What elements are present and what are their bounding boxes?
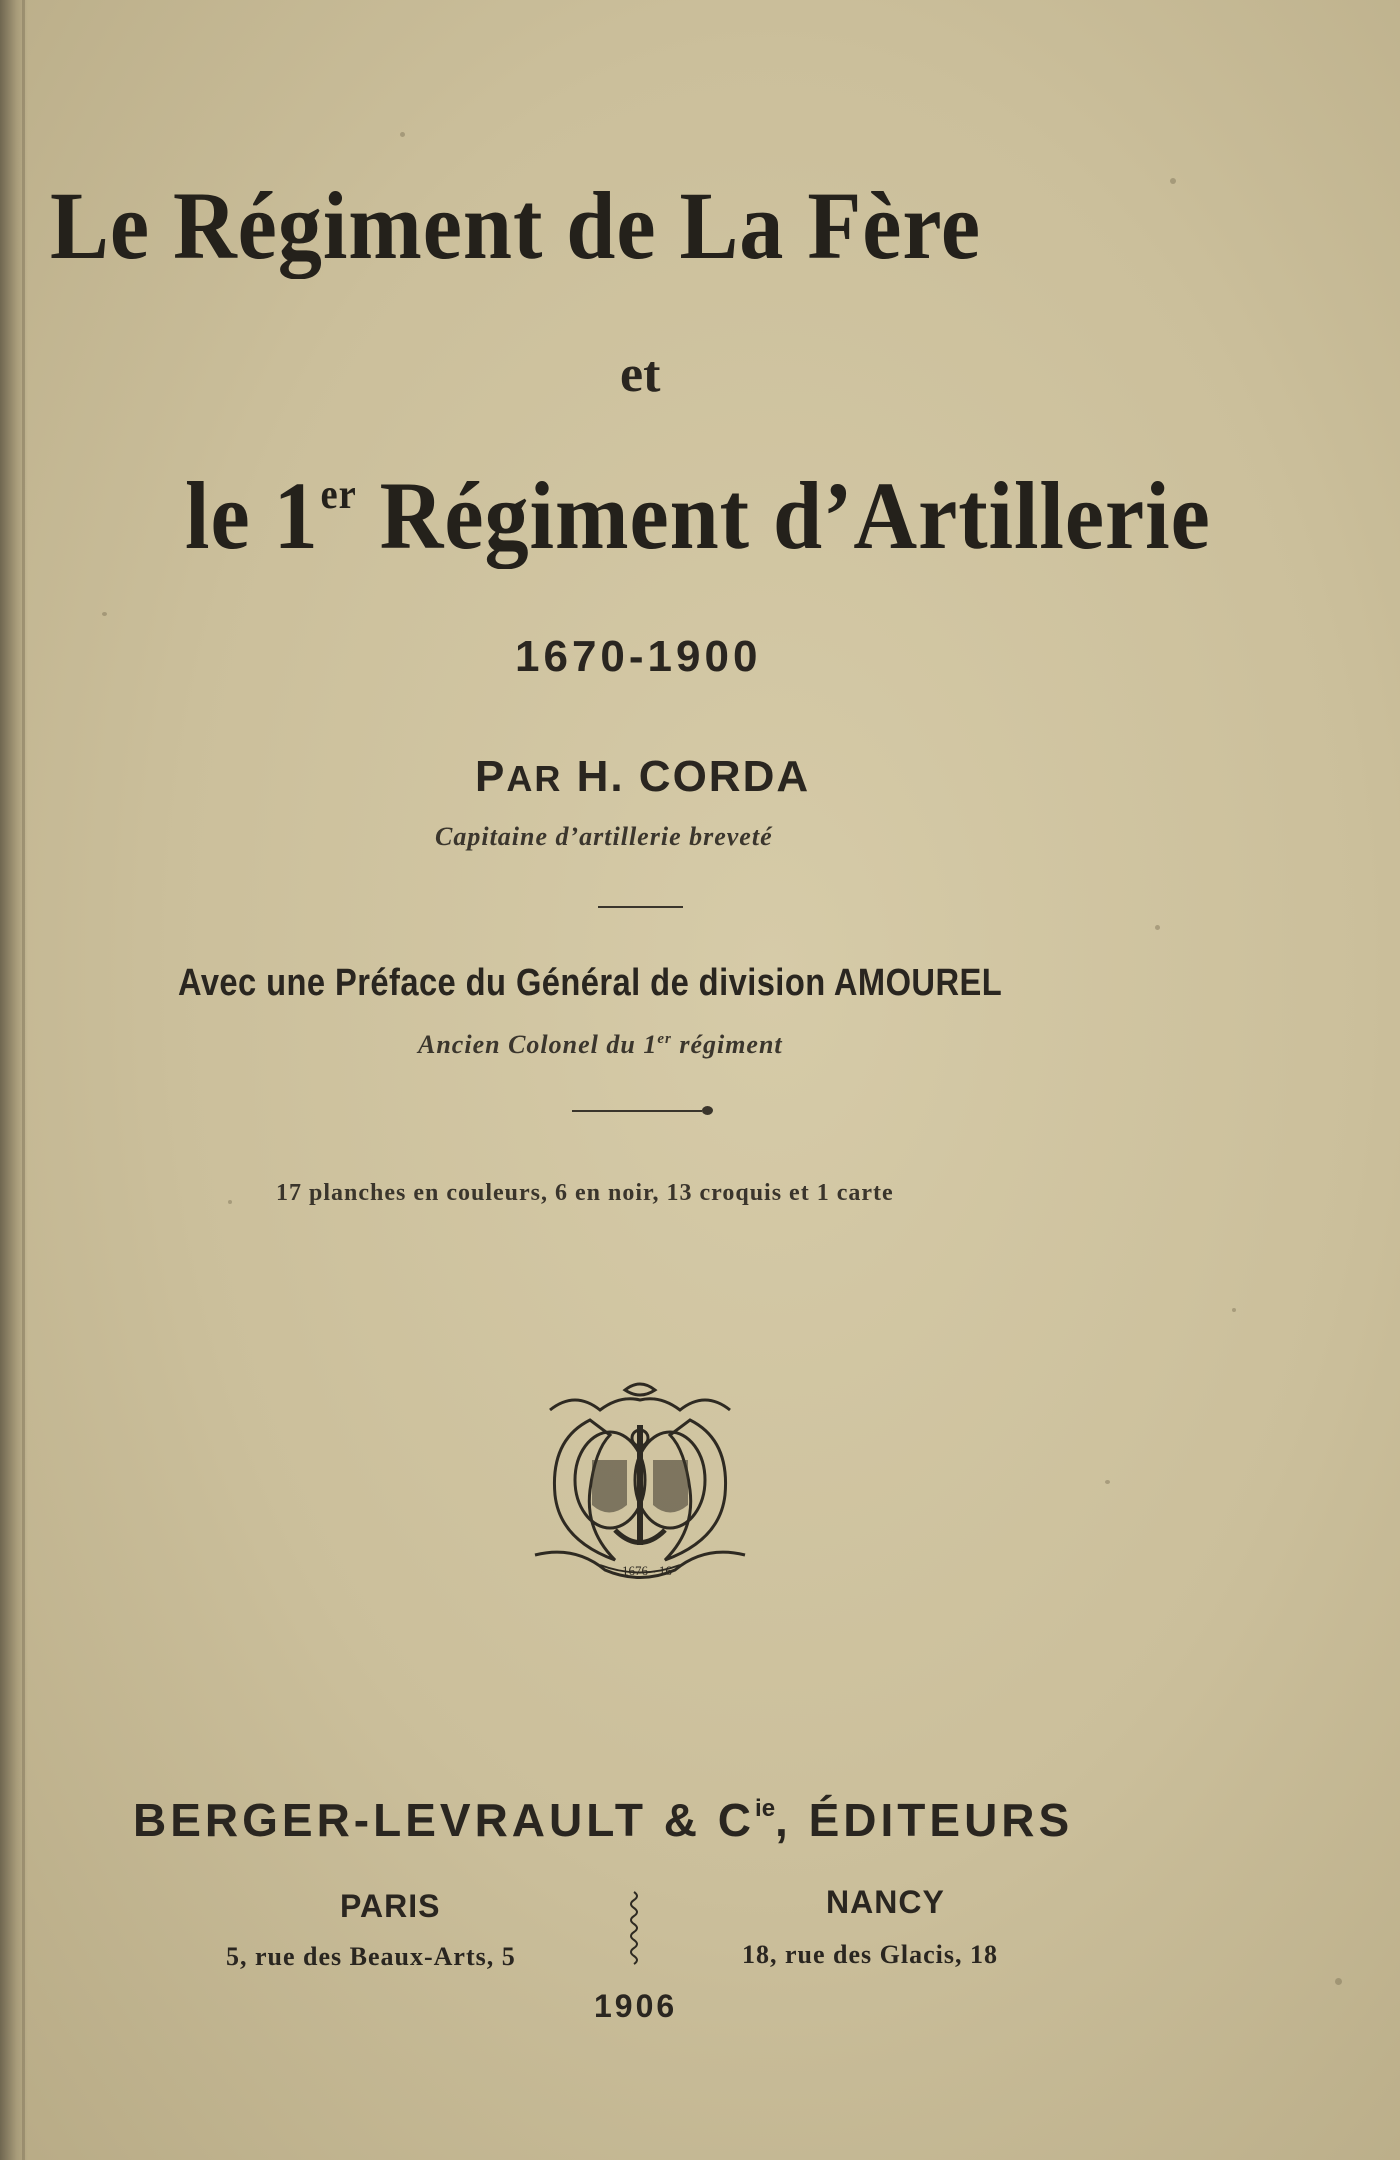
- author-line: [475, 752, 810, 802]
- paper-speck: [228, 1200, 232, 1204]
- preface-subtitle: [418, 1030, 783, 1060]
- publisher-name-prefix: BERGER-LEVRAULT & C: [133, 1794, 756, 1846]
- paper-speck: [1155, 925, 1160, 930]
- title-line-2-sup: er: [320, 472, 357, 518]
- publisher-name-suffix: , ÉDITEURS: [775, 1794, 1074, 1846]
- paper-speck: [400, 132, 405, 137]
- city-paris: PARIS: [340, 1888, 441, 1924]
- ornamental-rule: [572, 1110, 702, 1112]
- paper-speck: [102, 612, 107, 616]
- crest-ribbon-text: 1676 - 16: [622, 1563, 672, 1578]
- title-line-1: Le Régiment de La Fère: [50, 172, 981, 279]
- city-divider-ornament: [626, 1890, 642, 1970]
- author-rank: Capitaine d’artillerie breveté: [435, 822, 773, 851]
- title-line-2-prefix: le 1: [185, 462, 319, 569]
- author-par-rest: AR: [506, 758, 563, 799]
- date-range: 1670-1900: [515, 632, 762, 681]
- plates-count: 17 planches en couleurs, 6 en noir, 13 croquis et 1 carte: [276, 1180, 894, 1206]
- preface-subtitle-prefix: Ancien Colonel du 1: [418, 1030, 658, 1059]
- publication-year: 1906: [594, 1988, 678, 2024]
- address-nancy: 18, rue des Glacis, 18: [742, 1940, 998, 1969]
- ornamental-rule-dot: [702, 1106, 713, 1115]
- regimental-crest-icon: [530, 1380, 750, 1590]
- paper-speck: [1232, 1308, 1236, 1312]
- publisher-name-sup: ie: [755, 1795, 776, 1822]
- paper-speck: [1105, 1480, 1110, 1484]
- author-name: H. CORDA: [562, 752, 811, 801]
- preface-subtitle-sup: er: [657, 1031, 672, 1047]
- title-connector: et: [620, 346, 661, 403]
- author-par-initial: P: [475, 752, 507, 801]
- address-paris: 5, rue des Beaux-Arts, 5: [226, 1942, 516, 1971]
- preface-subtitle-suffix: régiment: [671, 1030, 783, 1059]
- paper-speck: [1335, 1978, 1342, 1985]
- separator-rule: [598, 906, 683, 908]
- title-line-2: [185, 460, 1211, 571]
- publisher-name: [133, 1793, 1073, 1847]
- city-nancy: NANCY: [826, 1884, 945, 1920]
- paper-speck: [1170, 178, 1176, 184]
- title-line-2-suffix: Régiment d’Artillerie: [356, 462, 1211, 569]
- page-fold: [22, 0, 25, 2160]
- preface-line: Avec une Préface du Général de division AMOUREL: [178, 962, 1003, 1004]
